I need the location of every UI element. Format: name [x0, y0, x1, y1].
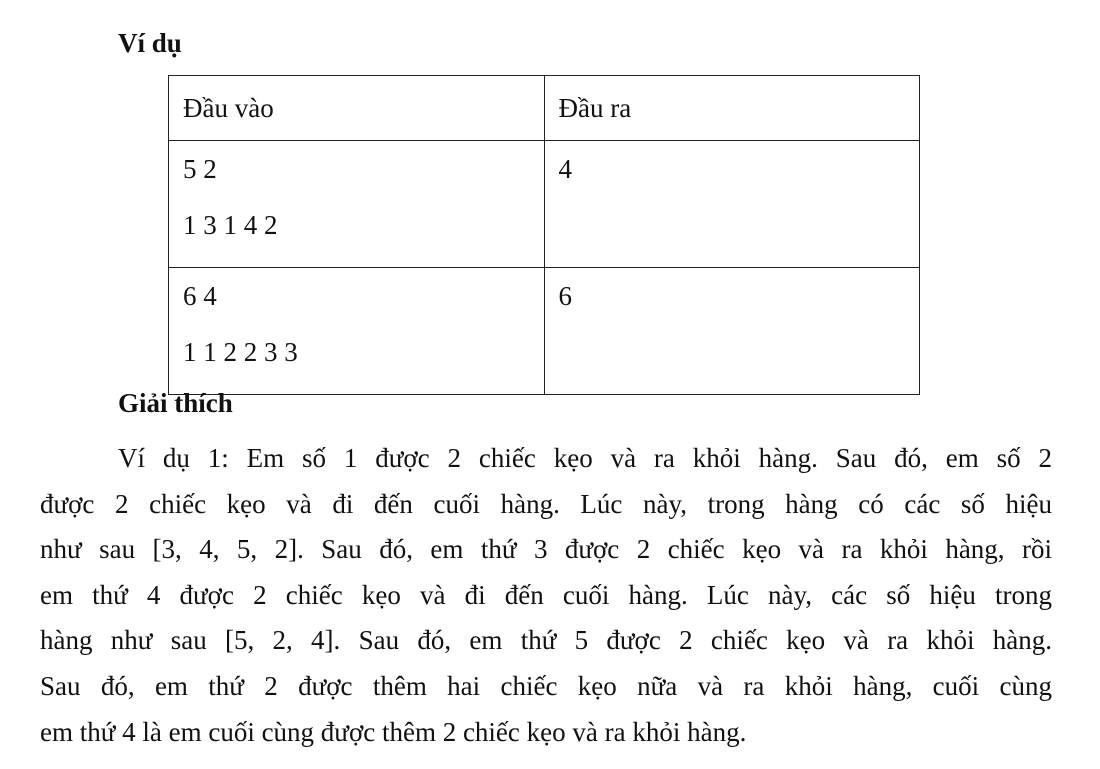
explanation-line: em thứ 4 là em cuối cùng được thêm 2 chiếc kẹo và ra khỏi hàng. [40, 716, 747, 747]
input-line: 1 3 1 4 2 [183, 210, 278, 240]
input-cell [169, 268, 545, 395]
input-cell [169, 141, 545, 268]
output-value: 4 [558, 154, 572, 184]
explanation-line: Sau đó, em thứ 2 được thêm hai chiếc kẹo nữa và ra khỏi hàng, cuối cùng [40, 670, 1052, 701]
explanation-paragraph [40, 436, 1052, 755]
example-heading: Ví dụ [118, 28, 182, 58]
table-row [169, 268, 920, 395]
explanation-line: em thứ 4 được 2 chiếc kẹo và đi đến cuối hàng. Lúc này, các số hiệu trong [40, 579, 1052, 610]
input-line: 1 1 2 2 3 3 [183, 337, 298, 367]
explanation-line: được 2 chiếc kẹo và đi đến cuối hàng. Lúc này, trong hàng có các số hiệu [40, 488, 1052, 519]
input-line: 6 4 [183, 281, 217, 311]
example-table [168, 75, 920, 395]
explanation-heading: Giải thích [118, 388, 233, 418]
output-value: 6 [558, 281, 572, 311]
explanation-line: như sau [3, 4, 5, 2]. Sau đó, em thứ 3 được 2 chiếc kẹo và ra khỏi hàng, rồi [40, 534, 1052, 565]
explanation-line: hàng như sau [5, 2, 4]. Sau đó, em thứ 5 được 2 chiếc kẹo và ra khỏi hàng. [40, 625, 1052, 656]
table-header-row [169, 76, 920, 141]
output-cell [544, 141, 920, 268]
table-row [169, 141, 920, 268]
output-cell [544, 268, 920, 395]
explanation-line: Ví dụ 1: Em số 1 được 2 chiếc kẹo và ra khỏi hàng. Sau đó, em số 2 [118, 443, 1052, 473]
input-column-header: Đầu vào [169, 76, 545, 141]
output-column-header: Đầu ra [544, 76, 920, 141]
input-line: 5 2 [183, 154, 217, 184]
